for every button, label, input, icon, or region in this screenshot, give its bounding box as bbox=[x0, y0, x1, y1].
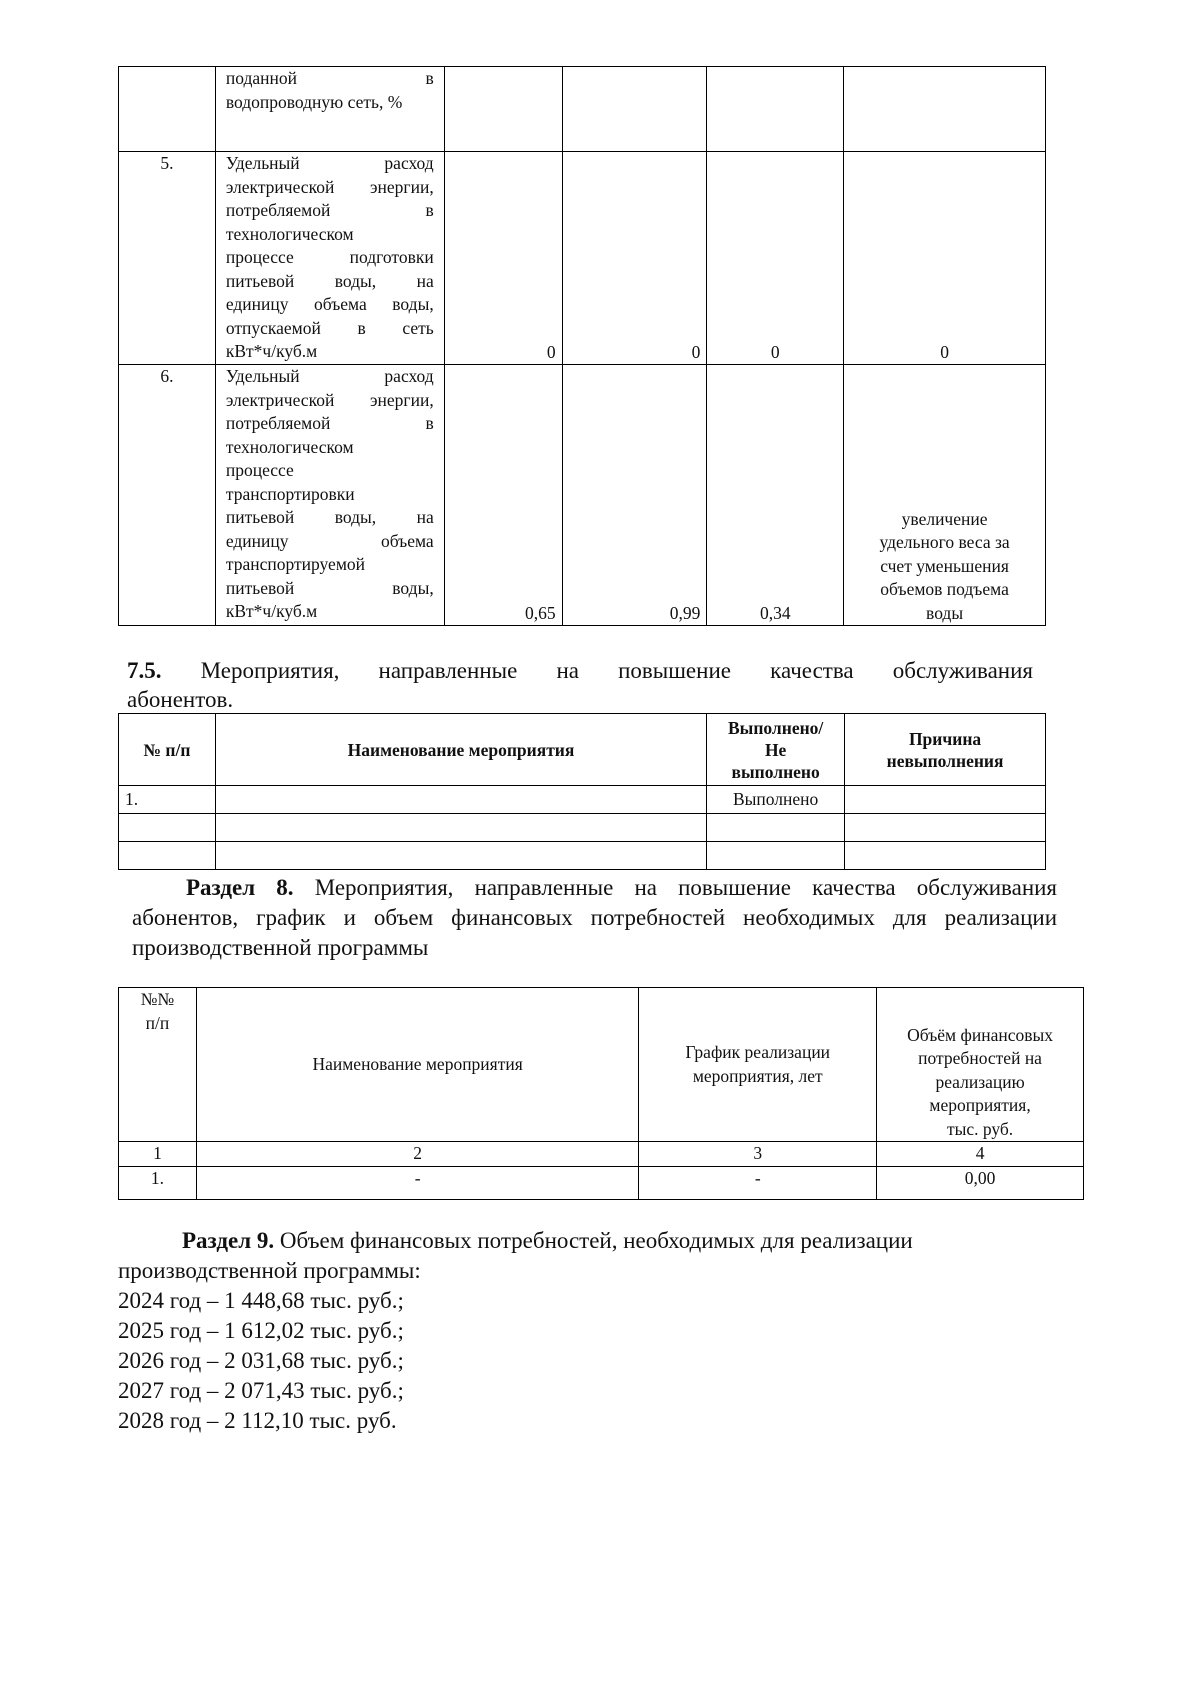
header-status: Выполнено/ Не выполнено bbox=[707, 714, 845, 786]
year-amount: 2028 год – 2 112,10 тыс. руб. bbox=[118, 1408, 397, 1433]
indicator-description: Удельный расход электрической энергии, потребляемой в технологическом процессе подготовки питьевой воды, на единицу объема воды, отпускаемой в сеть кВт*ч/куб.м bbox=[215, 152, 444, 365]
indicators-table bbox=[118, 66, 1046, 626]
header-reason: Причина невыполнения bbox=[845, 714, 1046, 786]
header-measure-name: Наименование мероприятия bbox=[215, 714, 706, 786]
year-amount: 2027 год – 2 071,43 тыс. руб.; bbox=[118, 1378, 404, 1403]
value-cell bbox=[444, 67, 562, 152]
column-index-row: 1 2 3 4 bbox=[119, 1142, 1084, 1167]
table-row: 1. - - 0,00 bbox=[119, 1167, 1084, 1200]
header-schedule: График реализации мероприятия, лет bbox=[639, 988, 877, 1142]
value-cell: 0 bbox=[444, 152, 562, 365]
header-measure-name: Наименование мероприятия bbox=[196, 988, 638, 1142]
table-row bbox=[119, 67, 1046, 152]
header-financial-volume: Объём финансовых потребностей на реализацию мероприятия, тыс. руб. bbox=[877, 988, 1084, 1142]
table-row bbox=[119, 842, 1046, 870]
row-number: 6. bbox=[119, 365, 216, 626]
value-cell: 0,34 bbox=[707, 365, 844, 626]
table-header-row bbox=[119, 714, 1046, 786]
year-amount: 2024 год – 1 448,68 тыс. руб.; bbox=[118, 1288, 404, 1313]
value-cell: 0 bbox=[707, 152, 844, 365]
year-amount: 2026 год – 2 031,68 тыс. руб.; bbox=[118, 1348, 404, 1373]
section-number: 7.5. bbox=[127, 658, 162, 683]
reason-cell bbox=[844, 67, 1046, 152]
customer-service-measures-table bbox=[118, 713, 1046, 870]
table-row bbox=[119, 152, 1046, 365]
value-cell bbox=[707, 67, 844, 152]
table-header-row bbox=[119, 988, 1084, 1142]
indicator-description: Удельный расход электрической энергии, потребляемой в технологическом процессе транспортировки питьевой воды, на единицу объема транспортируемой питьевой воды, кВт*ч/куб.м bbox=[215, 365, 444, 626]
section-9: Раздел 9. Объем финансовых потребностей, необходимых для реализации производственной программы: 2024 год – 1 448,68 тыс. руб.; 2025 год – 1 612,02 тыс. руб.; 2026 год – 2 031,68 тыс. руб.; 2027 год – 2 071,43 тыс. руб.; 2028 год – 2 112,10 тыс. руб. bbox=[118, 1226, 1048, 1436]
table-row: 1. Выполнено bbox=[119, 786, 1046, 814]
section-9-heading: Раздел 9. Объем финансовых потребностей, необходимых для реализации bbox=[182, 1228, 913, 1253]
reason-cell: увеличение удельного веса за счет уменьшения объемов подъема воды bbox=[844, 365, 1046, 626]
status-cell: Выполнено bbox=[707, 786, 845, 814]
header-number: №№ п/п bbox=[119, 988, 197, 1142]
table-row bbox=[119, 814, 1046, 842]
section-7-5-heading: 7.5. Мероприятия, направленные на повышение качества обслуживания абонентов. bbox=[127, 658, 1033, 712]
financial-volume-value: 0,00 bbox=[877, 1167, 1084, 1200]
value-cell: 0,65 bbox=[444, 365, 562, 626]
table-row bbox=[119, 365, 1046, 626]
header-number: № п/п bbox=[119, 714, 216, 786]
row-number bbox=[119, 67, 216, 152]
financial-needs-schedule-table bbox=[118, 987, 1084, 1200]
indicator-description: поданной в водопроводную сеть, % bbox=[215, 67, 444, 152]
row-number: 5. bbox=[119, 152, 216, 365]
year-amount: 2025 год – 1 612,02 тыс. руб.; bbox=[118, 1318, 404, 1343]
value-cell: 0,99 bbox=[562, 365, 707, 626]
section-label: Раздел 9. bbox=[182, 1228, 275, 1253]
value-cell bbox=[562, 67, 707, 152]
reason-cell: 0 bbox=[844, 152, 1046, 365]
section-label: Раздел 8. bbox=[186, 875, 294, 900]
section-8-heading: Раздел 8. Мероприятия, направленные на повышение качества обслуживания абонентов, график и объем финансовых потребностей необходимых для реализации производственной программы bbox=[132, 875, 1058, 960]
value-cell: 0 bbox=[562, 152, 707, 365]
